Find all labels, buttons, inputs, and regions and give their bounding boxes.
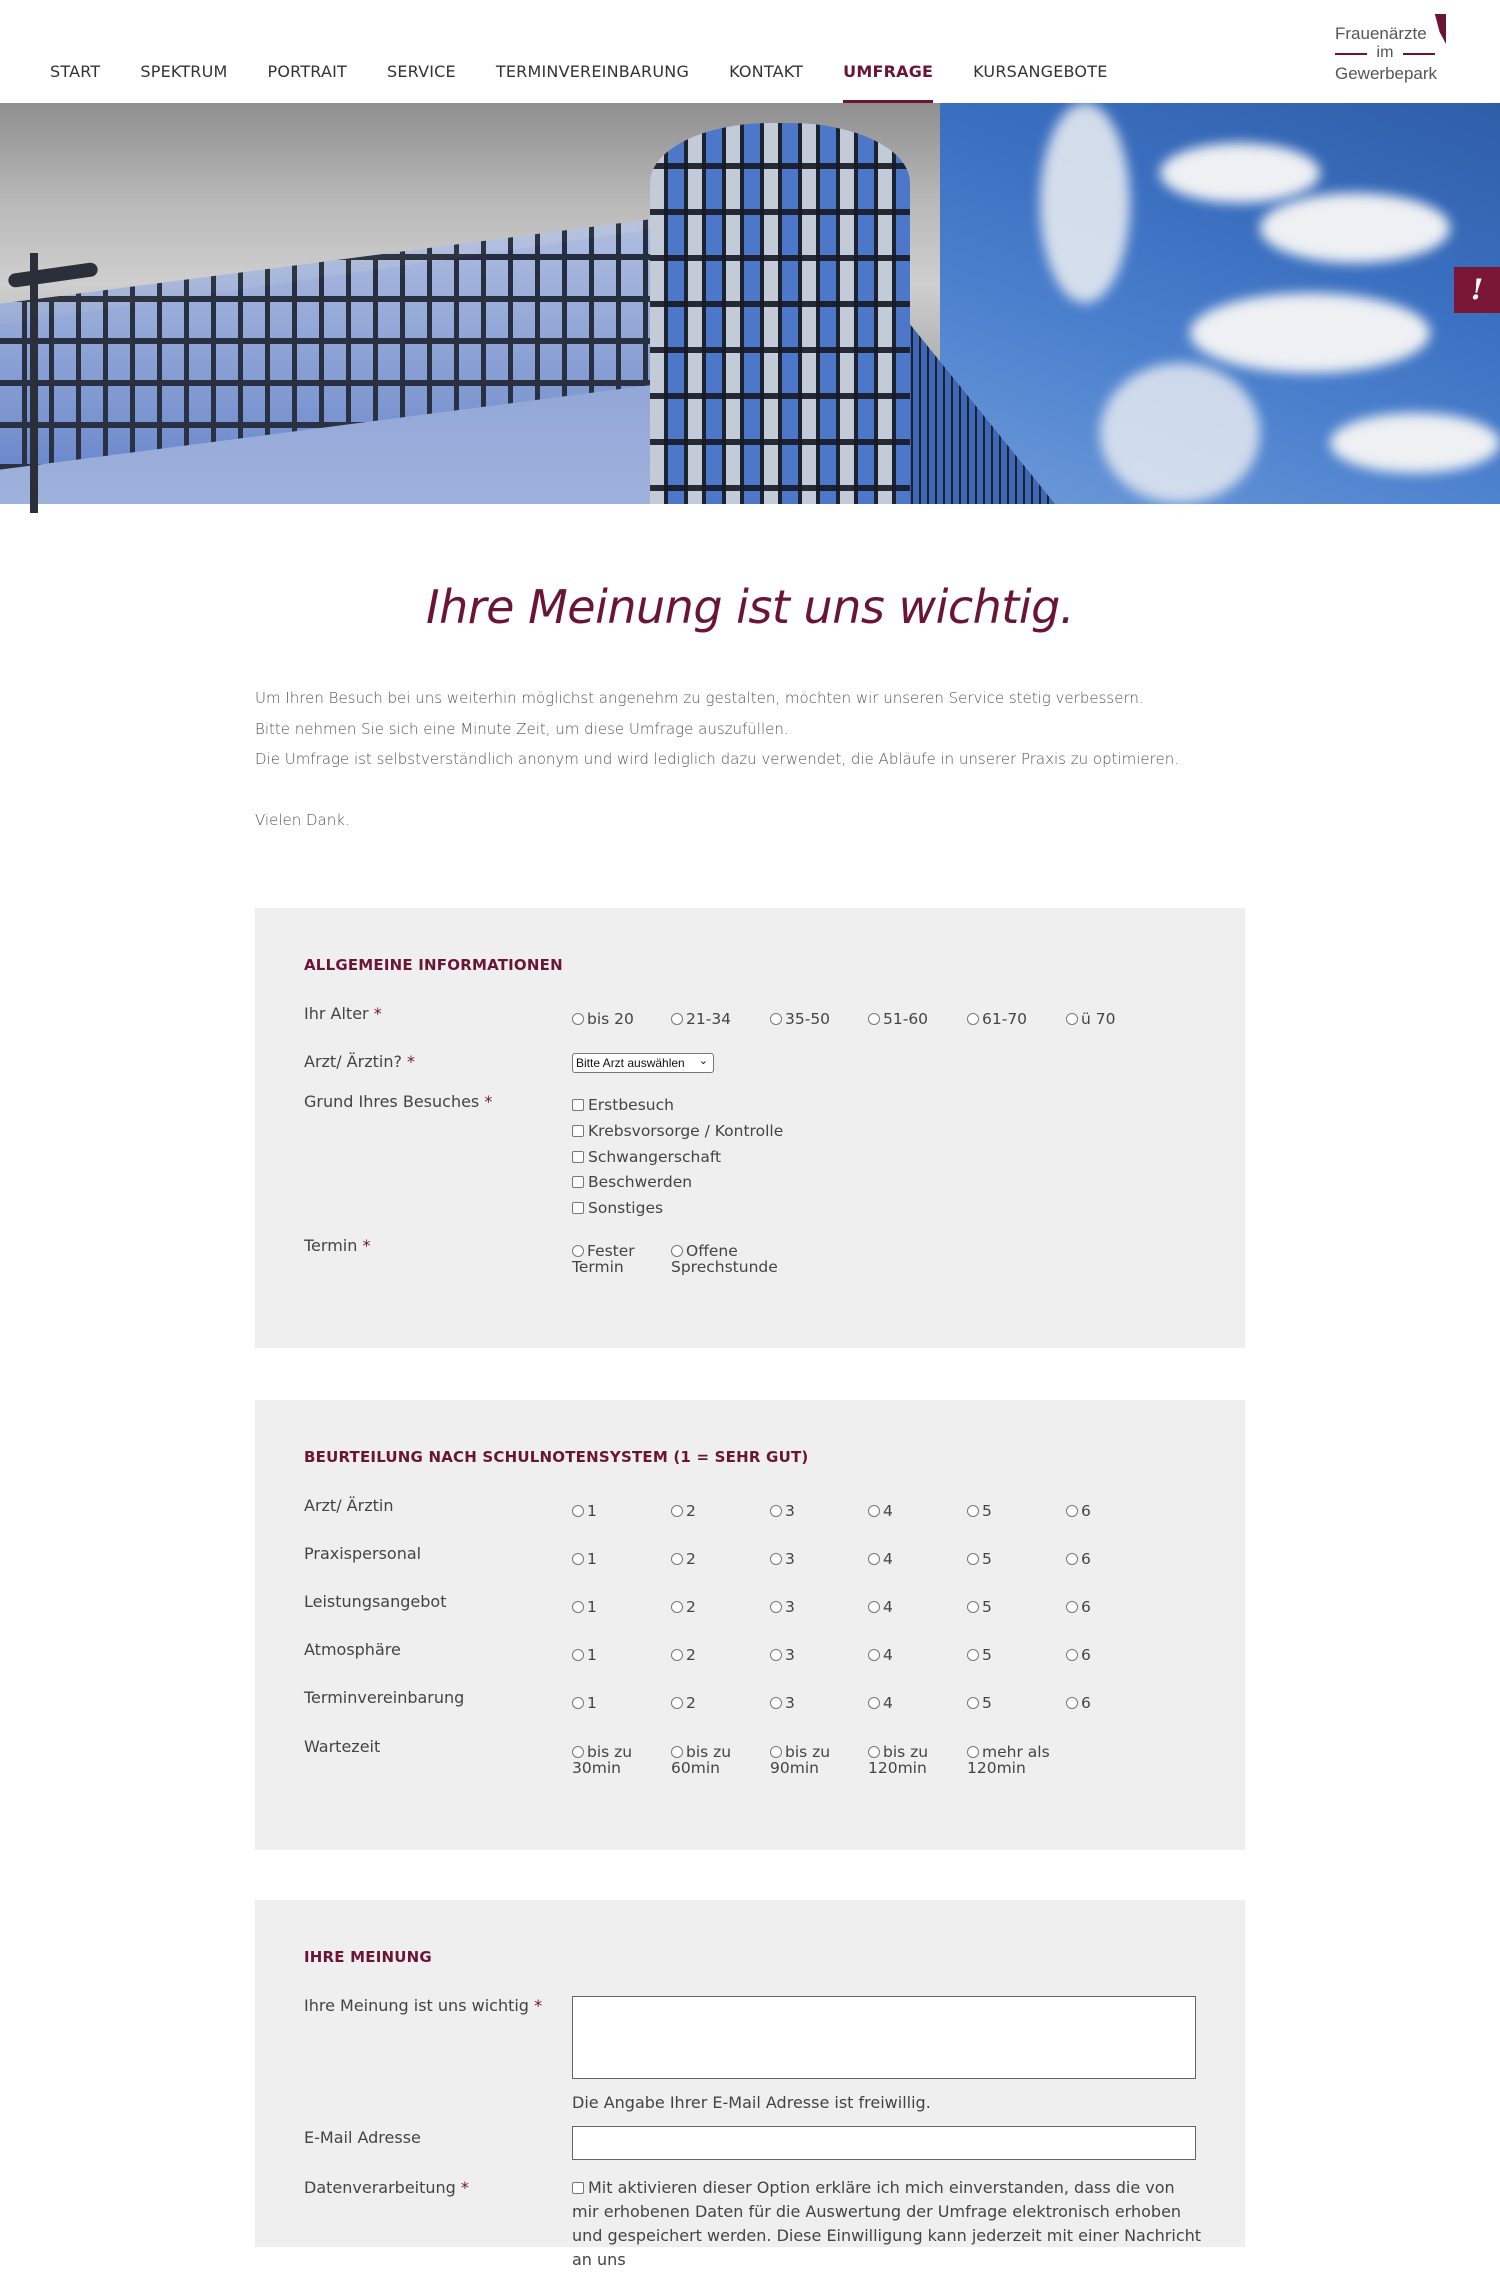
option-label: 120min bbox=[868, 1759, 927, 1777]
page-headline: Ihre Meinung ist uns wichtig. bbox=[426, 580, 1074, 634]
privacy-consent-text: Mit aktivieren dieser Option erkläre ich mich einverstanden, dass die von mir erhobenen Daten für die Auswertung der Umfrage elektronisch erhoben und gespeichert werden. Diese Einwilligung kann jederzeit mit einer Nachricht an uns bbox=[572, 2178, 1202, 2269]
option-label: 6 bbox=[1081, 1694, 1091, 1712]
option-label: 2 bbox=[686, 1646, 696, 1664]
nav-item-kursangebote[interactable]: KURSANGEBOTE bbox=[973, 62, 1108, 81]
option-label: 1 bbox=[587, 1550, 597, 1568]
option-label: 5 bbox=[982, 1598, 992, 1616]
option-label: Erstbesuch bbox=[588, 1096, 674, 1114]
nav-item-service[interactable]: SERVICE bbox=[387, 62, 456, 81]
general-info-panel bbox=[255, 908, 1245, 1348]
logo-line-1: Frauenärzte bbox=[1335, 24, 1427, 43]
radio-icon[interactable] bbox=[967, 1746, 979, 1758]
radio-icon[interactable] bbox=[967, 1553, 979, 1565]
option-label: 120min bbox=[967, 1759, 1026, 1777]
option-label: 4 bbox=[883, 1646, 893, 1664]
cloud bbox=[1190, 293, 1430, 373]
rating-option[interactable] bbox=[967, 1503, 992, 1519]
checkbox-icon[interactable] bbox=[572, 1151, 584, 1163]
privacy-label bbox=[304, 2178, 469, 2197]
rating-row-label: Arzt/ Ärztin bbox=[304, 1496, 394, 1515]
radio-icon[interactable] bbox=[671, 1697, 683, 1709]
option-label: 3 bbox=[785, 1694, 795, 1712]
rating-option[interactable] bbox=[868, 1551, 893, 1567]
rating-option[interactable] bbox=[572, 1647, 597, 1663]
radio-icon[interactable] bbox=[572, 1245, 584, 1257]
option-label: bis 20 bbox=[587, 1010, 634, 1028]
option-label: 2 bbox=[686, 1598, 696, 1616]
radio-icon[interactable] bbox=[671, 1013, 683, 1025]
privacy-label-text: Datenverarbeitung bbox=[304, 2178, 456, 2197]
wait-option-30[interactable] bbox=[572, 1744, 632, 1776]
opinion-label-text: Ihre Meinung ist uns wichtig bbox=[304, 1996, 529, 2015]
rating-option[interactable] bbox=[572, 1503, 597, 1519]
rating-option[interactable] bbox=[868, 1599, 893, 1615]
option-label: Fester bbox=[587, 1242, 635, 1260]
option-label: 35-50 bbox=[785, 1010, 831, 1028]
option-label: 2 bbox=[686, 1550, 696, 1568]
age-option-bis-20[interactable] bbox=[572, 1011, 634, 1027]
age-option-61-70[interactable] bbox=[967, 1011, 1027, 1027]
rating-option[interactable] bbox=[868, 1647, 893, 1663]
radio-icon[interactable] bbox=[868, 1697, 880, 1709]
reason-option-krebsvorsorge[interactable] bbox=[572, 1123, 783, 1139]
logo-line-2: im bbox=[1335, 44, 1435, 62]
rating-option[interactable] bbox=[770, 1695, 795, 1711]
cloud bbox=[1260, 193, 1450, 263]
radio-icon[interactable] bbox=[868, 1505, 880, 1517]
email-hint: Die Angabe Ihrer E-Mail Adresse ist freiwillig. bbox=[572, 2093, 931, 2112]
option-label: 3 bbox=[785, 1598, 795, 1616]
radio-icon[interactable] bbox=[1066, 1697, 1078, 1709]
option-label: 4 bbox=[883, 1694, 893, 1712]
radio-icon[interactable] bbox=[967, 1505, 979, 1517]
building-tower-floors bbox=[650, 123, 910, 504]
wait-option-over-120[interactable] bbox=[967, 1744, 1050, 1776]
nav-item-umfrage[interactable]: UMFRAGE bbox=[843, 62, 933, 103]
nav-item-kontakt[interactable]: KONTAKT bbox=[729, 62, 804, 81]
rating-option[interactable] bbox=[1066, 1647, 1091, 1663]
option-label: 4 bbox=[883, 1550, 893, 1568]
rating-option[interactable] bbox=[1066, 1695, 1091, 1711]
option-label: mehr als bbox=[982, 1743, 1050, 1761]
option-label: Beschwerden bbox=[588, 1173, 693, 1191]
radio-icon[interactable] bbox=[770, 1013, 782, 1025]
radio-icon[interactable] bbox=[1066, 1649, 1078, 1661]
rating-row-label: Terminvereinbarung bbox=[304, 1688, 465, 1707]
radio-icon[interactable] bbox=[770, 1505, 782, 1517]
radio-icon[interactable] bbox=[770, 1746, 782, 1758]
reason-option-erstbesuch[interactable] bbox=[572, 1097, 674, 1113]
reason-option-beschwerden[interactable] bbox=[572, 1174, 692, 1190]
logo-line-3: Gewerbepark bbox=[1335, 64, 1438, 83]
option-label: 3 bbox=[785, 1550, 795, 1568]
appointment-label bbox=[304, 1236, 370, 1255]
intro-line: Um Ihren Besuch bei uns weiterhin möglichst angenehm zu gestalten, möchten wir unseren Service stetig verbessern. bbox=[255, 689, 1144, 707]
rating-option[interactable] bbox=[572, 1695, 597, 1711]
rating-option[interactable] bbox=[967, 1695, 992, 1711]
option-label: 1 bbox=[587, 1598, 597, 1616]
checkbox-icon[interactable] bbox=[572, 1176, 584, 1188]
option-label: 5 bbox=[982, 1550, 992, 1568]
reason-option-schwangerschaft[interactable] bbox=[572, 1149, 721, 1165]
rating-option[interactable] bbox=[572, 1551, 597, 1567]
cloud bbox=[1100, 363, 1260, 503]
radio-icon[interactable] bbox=[868, 1649, 880, 1661]
alert-notice-button[interactable]: ! bbox=[1454, 267, 1500, 313]
radio-icon[interactable] bbox=[1066, 1013, 1078, 1025]
radio-icon[interactable] bbox=[572, 1013, 584, 1025]
doctor-label-text: Arzt/ Ärztin? bbox=[304, 1052, 402, 1071]
checkbox-icon[interactable] bbox=[572, 1125, 584, 1137]
chevron-down-icon: ⌄ bbox=[698, 1055, 708, 1067]
doctor-select-value: Bitte Arzt auswählen bbox=[576, 1056, 685, 1070]
age-label-text: Ihr Alter bbox=[304, 1004, 369, 1023]
rating-option[interactable] bbox=[671, 1551, 696, 1567]
radio-icon[interactable] bbox=[868, 1013, 880, 1025]
rating-option[interactable] bbox=[671, 1695, 696, 1711]
radio-icon[interactable] bbox=[671, 1601, 683, 1613]
nav-item-terminvereinbarung[interactable]: TERMINVEREINBARUNG bbox=[495, 62, 690, 81]
radio-icon[interactable] bbox=[770, 1697, 782, 1709]
rating-option[interactable] bbox=[770, 1599, 795, 1615]
radio-icon[interactable] bbox=[572, 1601, 584, 1613]
top-navigation bbox=[0, 0, 1500, 103]
checkbox-icon[interactable] bbox=[572, 2182, 584, 2194]
option-label: bis zu bbox=[785, 1743, 831, 1761]
rating-option[interactable] bbox=[967, 1647, 992, 1663]
option-label: ü 70 bbox=[1081, 1010, 1116, 1028]
cloud bbox=[1040, 103, 1130, 303]
age-label bbox=[304, 1004, 382, 1023]
intro-thanks: Vielen Dank. bbox=[255, 810, 350, 829]
reason-label bbox=[304, 1092, 492, 1111]
radio-icon[interactable] bbox=[572, 1649, 584, 1661]
street-lamp bbox=[30, 253, 38, 513]
option-label: Termin bbox=[572, 1258, 624, 1276]
doctor-select[interactable] bbox=[572, 1053, 714, 1073]
radio-icon[interactable] bbox=[868, 1746, 880, 1758]
email-input[interactable] bbox=[572, 2126, 1196, 2160]
intro-text bbox=[255, 683, 1255, 835]
appointment-option-offene-sprechstunde[interactable] bbox=[671, 1243, 778, 1275]
rating-option[interactable] bbox=[671, 1599, 696, 1615]
rating-option[interactable] bbox=[868, 1503, 893, 1519]
radio-icon[interactable] bbox=[967, 1013, 979, 1025]
nav-item-start[interactable]: START bbox=[50, 62, 101, 81]
age-option-35-50[interactable] bbox=[770, 1011, 830, 1027]
option-label: 51-60 bbox=[883, 1010, 929, 1028]
nav-menu bbox=[50, 62, 1148, 103]
rating-option[interactable] bbox=[572, 1599, 597, 1615]
checkbox-icon[interactable] bbox=[572, 1202, 584, 1214]
option-label: Krebsvorsorge / Kontrolle bbox=[588, 1122, 784, 1140]
option-label: 21-34 bbox=[686, 1010, 732, 1028]
option-label: bis zu bbox=[883, 1743, 929, 1761]
nav-item-spektrum[interactable]: SPEKTRUM bbox=[140, 62, 228, 81]
radio-icon[interactable] bbox=[572, 1553, 584, 1565]
radio-icon[interactable] bbox=[671, 1553, 683, 1565]
radio-icon[interactable] bbox=[770, 1649, 782, 1661]
radio-icon[interactable] bbox=[868, 1601, 880, 1613]
rating-option[interactable] bbox=[1066, 1503, 1091, 1519]
rating-option[interactable] bbox=[967, 1599, 992, 1615]
rating-option[interactable] bbox=[868, 1695, 893, 1711]
checkbox-icon[interactable] bbox=[572, 1099, 584, 1111]
radio-icon[interactable] bbox=[1066, 1601, 1078, 1613]
required-mark: * bbox=[460, 2178, 469, 2197]
radio-icon[interactable] bbox=[770, 1601, 782, 1613]
panel-title: BEURTEILUNG NACH SCHULNOTENSYSTEM (1 = SEHR GUT) bbox=[304, 1448, 809, 1466]
reason-option-sonstiges[interactable] bbox=[572, 1200, 663, 1216]
option-label: 6 bbox=[1081, 1550, 1091, 1568]
option-label: 3 bbox=[785, 1502, 795, 1520]
option-label: bis zu bbox=[587, 1743, 633, 1761]
appointment-option-fester-termin[interactable] bbox=[572, 1243, 635, 1275]
radio-icon[interactable] bbox=[770, 1553, 782, 1565]
option-label: bis zu bbox=[686, 1743, 732, 1761]
radio-icon[interactable] bbox=[967, 1601, 979, 1613]
opinion-textarea[interactable] bbox=[572, 1996, 1196, 2079]
rating-row-label: Atmosphäre bbox=[304, 1640, 401, 1659]
rating-option[interactable] bbox=[770, 1551, 795, 1567]
cloud bbox=[1160, 143, 1320, 203]
logo-mark-icon bbox=[1430, 14, 1446, 44]
opinion-panel bbox=[255, 1900, 1245, 2269]
radio-icon[interactable] bbox=[671, 1245, 683, 1257]
option-label: 5 bbox=[982, 1694, 992, 1712]
intro-line: Die Umfrage ist selbstverständlich anonym und wird lediglich dazu verwendet, die Abläufe in unserer Praxis zu optimieren. bbox=[255, 750, 1179, 768]
option-label: 90min bbox=[770, 1759, 819, 1777]
option-label: 1 bbox=[587, 1694, 597, 1712]
option-label: 2 bbox=[686, 1694, 696, 1712]
option-label: 1 bbox=[587, 1502, 597, 1520]
option-label: 60min bbox=[671, 1759, 720, 1777]
option-label: 1 bbox=[587, 1646, 597, 1664]
age-option-21-34[interactable] bbox=[671, 1011, 731, 1027]
radio-icon[interactable] bbox=[572, 1505, 584, 1517]
option-label: 30min bbox=[572, 1759, 621, 1777]
radio-icon[interactable] bbox=[967, 1649, 979, 1661]
option-label: 5 bbox=[982, 1502, 992, 1520]
radio-icon[interactable] bbox=[671, 1649, 683, 1661]
rating-option[interactable] bbox=[770, 1503, 795, 1519]
doctor-label bbox=[304, 1052, 415, 1071]
wait-option-60[interactable] bbox=[671, 1744, 731, 1776]
radio-icon[interactable] bbox=[967, 1697, 979, 1709]
option-label: 6 bbox=[1081, 1646, 1091, 1664]
rating-option[interactable] bbox=[1066, 1551, 1091, 1567]
radio-icon[interactable] bbox=[572, 1746, 584, 1758]
rating-row-label: Praxispersonal bbox=[304, 1544, 422, 1563]
option-label: 6 bbox=[1081, 1598, 1091, 1616]
wait-option-90[interactable] bbox=[770, 1744, 830, 1776]
panel-title: IHRE MEINUNG bbox=[304, 1948, 432, 1966]
rating-row-label: Leistungsangebot bbox=[304, 1592, 447, 1611]
option-label: 61-70 bbox=[982, 1010, 1028, 1028]
rating-option[interactable] bbox=[1066, 1599, 1091, 1615]
option-label: Schwangerschaft bbox=[588, 1148, 722, 1166]
rating-panel bbox=[255, 1400, 1245, 1850]
age-option-ue-70[interactable] bbox=[1066, 1011, 1115, 1027]
radio-icon[interactable] bbox=[671, 1505, 683, 1517]
street-lamp-head bbox=[7, 262, 98, 288]
option-label: Sonstiges bbox=[588, 1199, 664, 1217]
option-label: 6 bbox=[1081, 1502, 1091, 1520]
option-label: 4 bbox=[883, 1502, 893, 1520]
privacy-consent[interactable] bbox=[572, 2176, 1202, 2272]
radio-icon[interactable] bbox=[868, 1553, 880, 1565]
radio-icon[interactable] bbox=[572, 1697, 584, 1709]
appointment-label-text: Termin bbox=[304, 1236, 358, 1255]
age-option-51-60[interactable] bbox=[868, 1011, 928, 1027]
radio-icon[interactable] bbox=[671, 1746, 683, 1758]
required-mark: * bbox=[373, 1004, 382, 1023]
panel-title: ALLGEMEINE INFORMATIONEN bbox=[304, 956, 563, 974]
required-mark: * bbox=[407, 1052, 416, 1071]
option-label: Sprechstunde bbox=[671, 1258, 778, 1276]
site-logo[interactable] bbox=[1335, 14, 1451, 86]
option-label: 3 bbox=[785, 1646, 795, 1664]
rating-option[interactable] bbox=[671, 1647, 696, 1663]
option-label: 4 bbox=[883, 1598, 893, 1616]
rating-option[interactable] bbox=[967, 1551, 992, 1567]
cloud bbox=[1330, 413, 1500, 473]
email-label: E-Mail Adresse bbox=[304, 2128, 421, 2147]
required-mark: * bbox=[484, 1092, 493, 1111]
rating-option[interactable] bbox=[671, 1503, 696, 1519]
reason-label-text: Grund Ihres Besuches bbox=[304, 1092, 480, 1111]
required-mark: * bbox=[534, 1996, 543, 2015]
radio-icon[interactable] bbox=[1066, 1553, 1078, 1565]
option-label: 5 bbox=[982, 1646, 992, 1664]
opinion-label bbox=[304, 1996, 542, 2015]
required-mark: * bbox=[362, 1236, 371, 1255]
rating-option[interactable] bbox=[770, 1647, 795, 1663]
option-label: Offene bbox=[686, 1242, 738, 1260]
hero-image bbox=[0, 103, 1500, 504]
wait-label: Wartezeit bbox=[304, 1737, 381, 1756]
radio-icon[interactable] bbox=[1066, 1505, 1078, 1517]
nav-item-portrait[interactable]: PORTRAIT bbox=[267, 62, 348, 81]
wait-option-120[interactable] bbox=[868, 1744, 928, 1776]
intro-line: Bitte nehmen Sie sich eine Minute Zeit, um diese Umfrage auszufüllen. bbox=[255, 719, 789, 738]
option-label: 2 bbox=[686, 1502, 696, 1520]
